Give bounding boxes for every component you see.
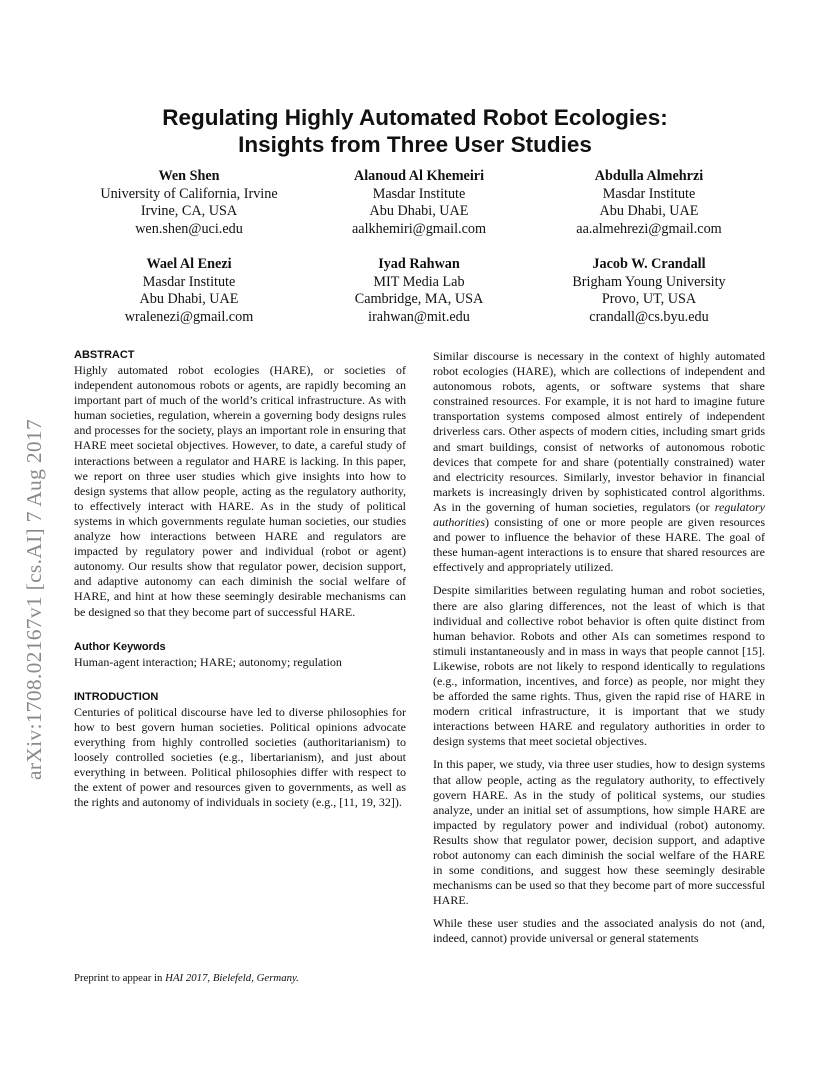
footnote-venue: HAI 2017, Bielefeld, Germany. <box>165 972 299 984</box>
author-location: Abu Dhabi, UAE <box>369 203 469 219</box>
left-column <box>74 348 406 830</box>
arxiv-identifier: arXiv:1708.02167v1 [cs.AI] 7 Aug 2017 <box>22 418 46 780</box>
author-location: Irvine, CA, USA <box>140 203 238 219</box>
footnote-prefix: Preprint to appear in <box>74 972 166 984</box>
author-card <box>534 256 764 326</box>
preprint-footnote <box>74 972 299 984</box>
introduction-text: Centuries of political discourse have led to diverse philosophies for how to best govern human societies. Political opinions advocate everything from highly controlled societies (authoritarianism) to loosely controlled societies (e.g., libertarianism), and just about everything in between. Political philosophies differ with respect to the extent of power and resources given to governments, as well as the rights and autonomy of individuals in society (e.g., [11, 19, 32]). <box>74 704 406 810</box>
abstract-heading: ABSTRACT <box>74 349 135 361</box>
author-email: wen.shen@uci.edu <box>135 220 243 237</box>
introduction-section <box>74 690 406 811</box>
author-name: Iyad Rahwan <box>378 256 460 272</box>
author-name: Wen Shen <box>158 168 220 184</box>
abstract-text: Highly automated robot ecologies (HARE), or societies of independent autonomous robots or agents, are rapidly becoming an important part of much of the world’s critical infrastructure. As with human societies, regulation, wherein a governing body designs rules and processes for the society, plays an important role in ensuring that HARE meet societal objectives. However, to date, a careful study of interactions between a regulator and HARE is lacking. In this paper, we report on three user studies which give insights into how to design systems that allow people, acting as the regulatory authority, to effectively interact with HARE. As in the study of political systems in which governments regulate human societies, our studies analyze how interactions between HARE and regulators are impacted by regulatory power and individual (robot or agent) autonomy. Our results show that regulator power, decision support, and adaptive autonomy can each diminish the social welfare of HARE, and hint at how these seemingly desirable mechanisms can be designed so that they become part of successful HARE. <box>74 363 406 619</box>
author-row-1 <box>74 168 764 238</box>
author-row-2 <box>74 256 764 326</box>
author-name: Wael Al Enezi <box>146 256 232 272</box>
paragraph: While these user studies and the associated analysis do not (and, indeed, cannot) provide universal or general statements <box>433 916 765 946</box>
author-card <box>304 168 534 238</box>
author-name: Jacob W. Crandall <box>592 256 706 272</box>
author-affiliation: Brigham Young University <box>572 273 726 290</box>
abstract-section <box>74 348 406 620</box>
emphasis-text: regulatory authorities <box>433 499 765 530</box>
paragraph: In this paper, we study, via three user studies, how to design systems that allow people, acting as the regulatory authority, to effectively govern HARE. As in the study of political systems, our studies analyze, under an initial set of assumptions, how simple HARE are impacted by regulatory power and individual (robot) autonomy. Results show that regulator power, decision support, and adaptive robot autonomy can each diminish the social welfare of the HARE in some conditions, and suggest how these seemingly desirable mechanisms can be used so that they become part of more successful HARE. <box>433 757 765 908</box>
keywords-section <box>74 640 406 670</box>
author-location: Abu Dhabi, UAE <box>139 291 239 307</box>
paragraph-text: ) consisting of one or more people are given resources and power to influence the behavior of these HARE. The goal of these human-agent interactions is to ensure that shared resources are effectively and appropriately utilized. <box>433 515 765 575</box>
author-name: Abdulla Almehrzi <box>594 168 704 184</box>
introduction-heading: INTRODUCTION <box>74 690 159 703</box>
author-card <box>534 168 764 238</box>
author-affiliation: MIT Media Lab <box>373 273 465 290</box>
author-email: irahwan@mit.edu <box>368 308 470 325</box>
author-location: Abu Dhabi, UAE <box>599 203 699 219</box>
author-card <box>304 256 534 326</box>
right-column <box>433 349 765 955</box>
author-block <box>74 168 764 344</box>
title-line-1: Regulating Highly Automated Robot Ecologies: <box>162 105 668 130</box>
keywords-text: Human-agent interaction; HARE; autonomy; regulation <box>74 654 342 669</box>
author-affiliation: Masdar Institute <box>142 273 236 290</box>
title-line-2: Insights from Three User Studies <box>238 132 592 157</box>
author-affiliation: Masdar Institute <box>372 185 466 202</box>
paper-title <box>60 104 770 158</box>
author-card <box>74 256 304 326</box>
author-affiliation: Masdar Institute <box>602 185 696 202</box>
author-email: aa.almehrezi@gmail.com <box>576 220 722 237</box>
keywords-heading: Author Keywords <box>74 640 166 653</box>
author-affiliation: University of California, Irvine <box>100 185 278 202</box>
author-location: Provo, UT, USA <box>601 291 697 307</box>
author-location: Cambridge, MA, USA <box>354 291 484 307</box>
author-email: aalkhemiri@gmail.com <box>351 220 486 237</box>
author-email: wralenezi@gmail.com <box>124 308 254 325</box>
paragraph: Despite similarities between regulating human and robot societies, there are also glaring differences, not the least of which is that individual and collective robot behavior is often quite distinct from human behavior. Robots and other AIs can sometimes respond to stimuli instantaneously and in mass in ways that people cannot [15]. Likewise, robots are not likely to respond identically to regulations (e.g., information, incentives, and force) as people, nor might they be afforded the same rights. Thus, given the rapid rise of HARE in modern critical infrastructure, it is important that we study interactions between HARE and regulatory authorities in order to design systems that meet societal objectives. <box>433 583 765 749</box>
paragraph <box>433 349 765 575</box>
author-name: Alanoud Al Khemeiri <box>353 168 485 184</box>
author-email: crandall@cs.byu.edu <box>589 308 709 325</box>
author-card <box>74 168 304 238</box>
paragraph-text: Similar discourse is necessary in the context of highly automated robot ecologies (HARE), which are collections of independent and autonomous robots, agents, or software systems that share constrained resources. For example, it is not hard to imagine future transportation systems composed almost entirely of independent driverless cars. Other aspects of modern cities, including smart grids and smart buildings, consist of networks of autonomous robotic devices that compete for and share (potentially constrained) water and electricity resources. Similarly, investor behavior in financial markets is increasingly driven by sophisticated control algorithms. As in the governing of human societies, regulators (or <box>433 349 765 514</box>
